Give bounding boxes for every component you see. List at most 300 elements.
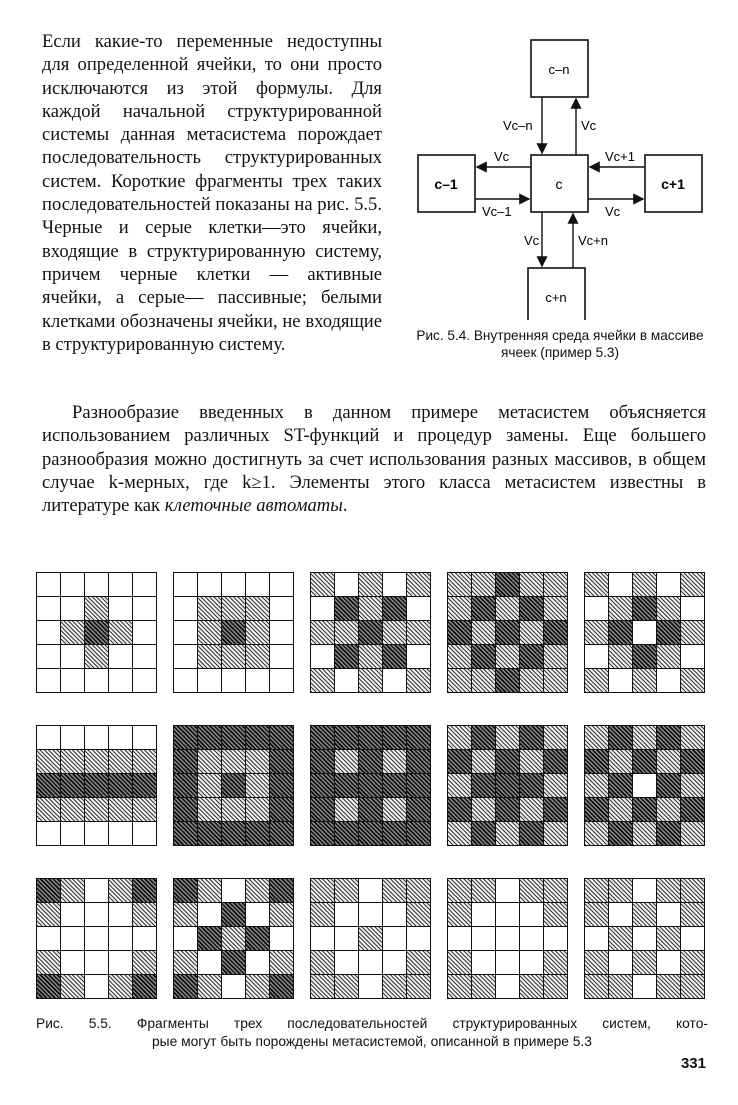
figure-5-5-caption-line-1: Рис. 5.5. Фрагменты трех последовательностей структурированных систем, кото-: [36, 1016, 708, 1031]
grid-cell: [519, 926, 544, 951]
grid-cell: [173, 878, 198, 903]
grid-cell: [310, 620, 335, 645]
cell-grid: [173, 878, 293, 998]
grid-cell: [584, 974, 609, 999]
grid-cell: [680, 902, 705, 927]
grid-cell: [584, 749, 609, 774]
grid-cell: [84, 725, 109, 750]
grid-cell: [36, 620, 61, 645]
grid-cell: [543, 878, 568, 903]
grid-cell: [608, 596, 633, 621]
node-label-bottom: c+n: [545, 290, 567, 305]
grid-cell: [447, 797, 472, 822]
grid-cell: [543, 572, 568, 597]
grid-cell: [60, 572, 85, 597]
grid-cell: [584, 950, 609, 975]
grid-cell: [519, 572, 544, 597]
grid-cell: [656, 620, 681, 645]
grid-cell: [543, 644, 568, 669]
cell-grid: [173, 725, 293, 845]
grid-cell: [84, 644, 109, 669]
grid-cell: [471, 902, 496, 927]
grid-cell: [358, 878, 383, 903]
cell-grid: [310, 572, 430, 692]
grid-cell: [173, 902, 198, 927]
grid-cell: [471, 725, 496, 750]
grid-cell: [36, 974, 61, 999]
grid-cell: [608, 668, 633, 693]
grid-cell: [334, 773, 359, 798]
grid-cell: [334, 596, 359, 621]
grid-cell: [221, 596, 246, 621]
grid-cell: [245, 725, 270, 750]
grid-cell: [632, 878, 657, 903]
grid-cell: [471, 773, 496, 798]
grid-cell: [269, 668, 294, 693]
grid-cell: [173, 950, 198, 975]
grid-cell: [221, 572, 246, 597]
grid-cell: [519, 668, 544, 693]
grid-cell: [108, 902, 133, 927]
grid-cell: [245, 572, 270, 597]
grid-cell: [632, 620, 657, 645]
grid-cell: [584, 644, 609, 669]
grid-cell: [632, 644, 657, 669]
node-label-left: c–1: [434, 176, 458, 192]
grid-cell: [60, 974, 85, 999]
grid-cell: [132, 878, 157, 903]
grid-cell: [334, 878, 359, 903]
grid-cell: [132, 821, 157, 846]
grid-cell: [245, 596, 270, 621]
grid-cell: [334, 620, 359, 645]
grid-cell: [382, 773, 407, 798]
grid-cell: [310, 974, 335, 999]
grid-cell: [382, 974, 407, 999]
grid-cell: [406, 821, 431, 846]
grid-cell: [447, 644, 472, 669]
grid-cell: [680, 821, 705, 846]
grid-cell: [447, 620, 472, 645]
grid-cell: [84, 773, 109, 798]
grid-cell: [406, 596, 431, 621]
grid-cell: [382, 902, 407, 927]
grid-cell: [108, 668, 133, 693]
grid-cell: [245, 950, 270, 975]
grid-cell: [656, 902, 681, 927]
grid-cell: [406, 644, 431, 669]
grid-cell: [221, 773, 246, 798]
grid-cell: [519, 821, 544, 846]
grid-cell: [680, 926, 705, 951]
grid-cell: [656, 878, 681, 903]
grid-cell: [132, 797, 157, 822]
grid-cell: [334, 950, 359, 975]
grid-cell: [447, 572, 472, 597]
grid-cell: [584, 926, 609, 951]
arrow-label-top-in: Vc–n: [503, 118, 533, 133]
grid-cell: [608, 821, 633, 846]
grid-cell: [382, 926, 407, 951]
grid-cell: [543, 773, 568, 798]
grid-cell: [543, 668, 568, 693]
grid-cell: [608, 620, 633, 645]
grid-cell: [495, 974, 520, 999]
grid-cell: [406, 620, 431, 645]
grid-cell: [608, 644, 633, 669]
grid-cell: [471, 620, 496, 645]
grid-cell: [36, 725, 61, 750]
grid-cell: [197, 821, 222, 846]
grid-cell: [632, 821, 657, 846]
grid-cell: [245, 902, 270, 927]
grid-cell: [173, 926, 198, 951]
grid-cell: [632, 974, 657, 999]
grid-cell: [543, 749, 568, 774]
grid-cell: [108, 974, 133, 999]
grid-cell: [310, 773, 335, 798]
grid-cell: [543, 974, 568, 999]
grid-cell: [269, 572, 294, 597]
grid-cell: [608, 749, 633, 774]
grid-cell: [334, 668, 359, 693]
grid-cell: [36, 926, 61, 951]
grid-cell: [358, 644, 383, 669]
grid-cell: [656, 725, 681, 750]
grid-cell: [358, 596, 383, 621]
grid-cell: [358, 725, 383, 750]
grid-cell: [197, 668, 222, 693]
grid-cell: [608, 725, 633, 750]
grid-cell: [108, 773, 133, 798]
grid-cell: [584, 878, 609, 903]
grid-cell: [608, 974, 633, 999]
grid-cell: [447, 749, 472, 774]
grid-cell: [495, 644, 520, 669]
grid-cell: [132, 620, 157, 645]
grid-cell: [543, 821, 568, 846]
arrow-label-bottom-out: Vc: [524, 233, 540, 248]
grid-cell: [84, 596, 109, 621]
cell-grid: [310, 725, 430, 845]
grid-cell: [406, 974, 431, 999]
grid-cell: [382, 596, 407, 621]
grid-cell: [495, 596, 520, 621]
grid-cell: [245, 620, 270, 645]
grid-cell: [221, 950, 246, 975]
grid-cell: [382, 620, 407, 645]
grid-cell: [447, 668, 472, 693]
grid-cell: [173, 821, 198, 846]
grid-cell: [269, 878, 294, 903]
grid-cell: [132, 644, 157, 669]
grid-cell: [447, 902, 472, 927]
grid-cell: [358, 926, 383, 951]
grid-cell: [656, 821, 681, 846]
grid-cell: [382, 878, 407, 903]
grid-cell: [495, 821, 520, 846]
grid-cell: [269, 950, 294, 975]
grid-cell: [245, 974, 270, 999]
arrow-label-right-in: Vc+1: [605, 149, 635, 164]
grid-cell: [447, 950, 472, 975]
grid-cell: [656, 644, 681, 669]
grid-cell: [197, 572, 222, 597]
grid-cell: [471, 572, 496, 597]
grid-cell: [245, 821, 270, 846]
grid-cell: [36, 950, 61, 975]
grid-cell: [173, 644, 198, 669]
grid-cell: [36, 596, 61, 621]
grid-cell: [334, 821, 359, 846]
grid-cell: [310, 926, 335, 951]
grid-cell: [221, 926, 246, 951]
grid-cell: [334, 926, 359, 951]
grid-cell: [447, 773, 472, 798]
grid-cell: [36, 773, 61, 798]
grid-cell: [632, 902, 657, 927]
grid-cell: [584, 668, 609, 693]
grid-cell: [36, 644, 61, 669]
grid-cell: [197, 950, 222, 975]
grid-cell: [382, 725, 407, 750]
grid-cell: [36, 668, 61, 693]
grid-cell: [519, 725, 544, 750]
grid-cell: [358, 668, 383, 693]
grid-cell: [495, 620, 520, 645]
grid-cell: [269, 749, 294, 774]
grid-cell: [108, 620, 133, 645]
grid-cell: [36, 572, 61, 597]
grid-cell: [584, 725, 609, 750]
grid-cell: [84, 620, 109, 645]
grid-cell: [543, 596, 568, 621]
grid-cell: [632, 773, 657, 798]
cell-grid: [36, 878, 156, 998]
grid-cell: [519, 749, 544, 774]
grid-cell: [447, 974, 472, 999]
grid-cell: [680, 749, 705, 774]
grid-cell: [632, 596, 657, 621]
grid-cell: [197, 974, 222, 999]
grid-cell: [406, 749, 431, 774]
grid-cell: [108, 596, 133, 621]
grid-cell: [221, 749, 246, 774]
grid-cell: [471, 926, 496, 951]
grid-cell: [108, 725, 133, 750]
grid-cell: [108, 926, 133, 951]
node-label-top: c–n: [548, 62, 570, 77]
grid-cell: [221, 902, 246, 927]
grid-cell: [358, 749, 383, 774]
grid-cell: [358, 902, 383, 927]
paragraph-2-main: Разнообразие введенных в данном примере метасистем объясняется использованием различных ST-функций и процедур замены. Еще большего разнообразия можно достигнуть за счет использования разных массивов, в общем случае k-мерных, где k≥1. Элементы этого класса метасистем известны в литературе как: [42, 402, 706, 517]
grid-cell: [406, 773, 431, 798]
grid-cell: [108, 878, 133, 903]
grid-cell: [173, 668, 198, 693]
grid-cell: [108, 950, 133, 975]
cell-grid: [173, 572, 293, 692]
grid-cell: [656, 572, 681, 597]
grid-cell: [656, 596, 681, 621]
grid-cell: [382, 950, 407, 975]
grid-cell: [495, 668, 520, 693]
grid-cell: [60, 596, 85, 621]
grid-cell: [60, 902, 85, 927]
grid-cell: [84, 902, 109, 927]
grid-cell: [519, 596, 544, 621]
grid-cell: [632, 725, 657, 750]
grid-cell: [584, 773, 609, 798]
grid-cell: [60, 620, 85, 645]
grid-cell: [447, 725, 472, 750]
figure-5-4-diagram: [408, 30, 718, 320]
grid-cell: [656, 926, 681, 951]
grid-cell: [173, 572, 198, 597]
grid-cell: [132, 749, 157, 774]
grid-cell: [245, 644, 270, 669]
grid-cell: [608, 773, 633, 798]
grid-cell: [221, 620, 246, 645]
grid-cell: [60, 644, 85, 669]
grid-cell: [632, 926, 657, 951]
grid-cell: [221, 725, 246, 750]
grid-cell: [173, 773, 198, 798]
grid-cell: [471, 749, 496, 774]
grid-cell: [447, 821, 472, 846]
grid-cell: [84, 572, 109, 597]
grid-cell: [269, 821, 294, 846]
cell-grid: [36, 572, 156, 692]
grid-cell: [680, 620, 705, 645]
grid-cell: [656, 797, 681, 822]
grid-cell: [632, 668, 657, 693]
arrow-label-right-out: Vc: [605, 204, 621, 219]
grid-cell: [108, 572, 133, 597]
grid-cell: [680, 725, 705, 750]
grid-cell: [680, 797, 705, 822]
grid-cell: [310, 596, 335, 621]
grid-cell: [519, 902, 544, 927]
grid-cell: [84, 878, 109, 903]
cell-grid: [584, 572, 704, 692]
grid-cell: [108, 749, 133, 774]
grid-cell: [132, 725, 157, 750]
grid-cell: [382, 668, 407, 693]
grid-cell: [543, 725, 568, 750]
grid-cell: [108, 644, 133, 669]
grid-cell: [221, 668, 246, 693]
grid-cell: [584, 902, 609, 927]
grid-cell: [495, 773, 520, 798]
arrow-label-top-out: Vc: [581, 118, 597, 133]
grid-cell: [543, 620, 568, 645]
grid-cell: [406, 725, 431, 750]
grid-cell: [406, 902, 431, 927]
grid-cell: [60, 668, 85, 693]
grid-cell: [656, 749, 681, 774]
grid-cell: [108, 797, 133, 822]
grid-cell: [656, 668, 681, 693]
grid-cell: [197, 725, 222, 750]
grid-cell: [310, 725, 335, 750]
grid-cell: [447, 878, 472, 903]
grid-cell: [197, 902, 222, 927]
grid-cell: [471, 821, 496, 846]
grid-cell: [197, 749, 222, 774]
grid-cell: [197, 773, 222, 798]
paragraph-2: [42, 401, 706, 517]
grid-cell: [197, 878, 222, 903]
grid-cell: [245, 668, 270, 693]
paragraph-2-end: .: [342, 495, 348, 517]
grid-cell: [221, 878, 246, 903]
grid-cell: [197, 644, 222, 669]
cell-grid: [447, 878, 567, 998]
grid-cell: [269, 926, 294, 951]
grid-cell: [632, 749, 657, 774]
cell-grid: [447, 725, 567, 845]
grid-cell: [310, 572, 335, 597]
grid-cell: [269, 902, 294, 927]
grid-cell: [108, 821, 133, 846]
grid-cell: [269, 974, 294, 999]
grid-cell: [245, 773, 270, 798]
grid-cell: [680, 773, 705, 798]
grid-cell: [358, 773, 383, 798]
arrow-label-left-in: Vc–1: [482, 204, 512, 219]
grid-cell: [608, 572, 633, 597]
grid-cell: [197, 926, 222, 951]
arrow-label-bottom-in: Vc+n: [578, 233, 608, 248]
grid-cell: [519, 950, 544, 975]
grid-cell: [382, 572, 407, 597]
grid-cell: [173, 797, 198, 822]
grid-cell: [334, 749, 359, 774]
grid-cell: [382, 644, 407, 669]
grid-cell: [310, 821, 335, 846]
grid-cell: [358, 974, 383, 999]
grid-cell: [519, 620, 544, 645]
node-label-center: c: [555, 176, 563, 192]
grid-cell: [132, 974, 157, 999]
grid-cell: [84, 950, 109, 975]
grid-cell: [519, 644, 544, 669]
grid-cell: [132, 902, 157, 927]
grid-cell: [680, 572, 705, 597]
grid-cell: [632, 572, 657, 597]
grid-cell: [197, 797, 222, 822]
grid-cell: [382, 797, 407, 822]
grid-cell: [269, 644, 294, 669]
grid-cell: [656, 773, 681, 798]
grid-cell: [495, 725, 520, 750]
grid-cell: [632, 950, 657, 975]
grid-cell: [245, 797, 270, 822]
grid-cell: [519, 878, 544, 903]
grid-cell: [406, 926, 431, 951]
grid-cell: [173, 749, 198, 774]
grid-cell: [406, 797, 431, 822]
node-label-right: c+1: [661, 176, 685, 192]
grid-cell: [36, 902, 61, 927]
grid-cell: [680, 668, 705, 693]
grid-cell: [310, 950, 335, 975]
grid-cell: [60, 725, 85, 750]
grid-cell: [132, 773, 157, 798]
grid-cell: [132, 668, 157, 693]
grid-cell: [334, 797, 359, 822]
